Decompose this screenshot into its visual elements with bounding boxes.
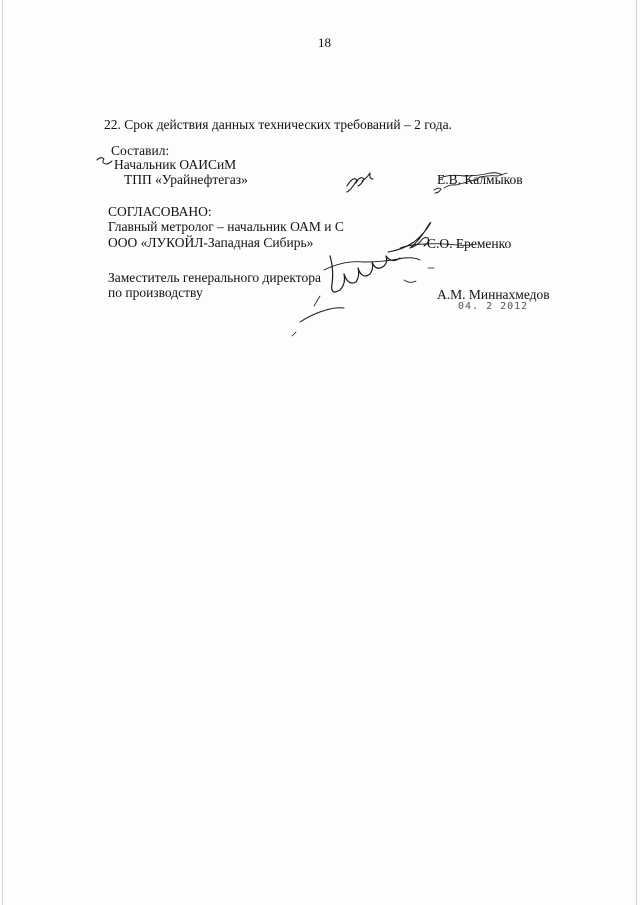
- deputy-signature: [292, 256, 434, 336]
- compiler-position: Начальник ОАИСиМ: [114, 157, 237, 172]
- compiler-signature: [347, 173, 507, 193]
- initial-mark: [97, 158, 112, 164]
- page-number: 18: [318, 35, 331, 50]
- approved-heading: СОГЛАСОВАНО:: [108, 204, 212, 219]
- approver-name: С.О. Еременко: [427, 236, 512, 251]
- approver-organization: ООО «ЛУКОЙЛ-Западная Сибирь»: [108, 235, 314, 250]
- approver-signature: [388, 222, 477, 252]
- deputy-position-line1: Заместитель генерального директора: [108, 270, 321, 285]
- approver-position: Главный метролог – начальник ОАМ и С: [108, 219, 344, 234]
- compiled-by-heading: Составил:: [111, 143, 170, 158]
- compiler-organization: ТПП «Урайнефтегаз»: [124, 172, 248, 187]
- clause-22-text: 22. Срок действия данных технических требований – 2 года.: [104, 117, 452, 132]
- compiler-name: Е.В. Калмыков: [437, 172, 523, 187]
- deputy-name: А.М. Миннахмедов: [437, 287, 550, 302]
- deputy-position-line2: по производству: [108, 285, 203, 300]
- handwritten-date: 04. 2 2012: [458, 301, 529, 312]
